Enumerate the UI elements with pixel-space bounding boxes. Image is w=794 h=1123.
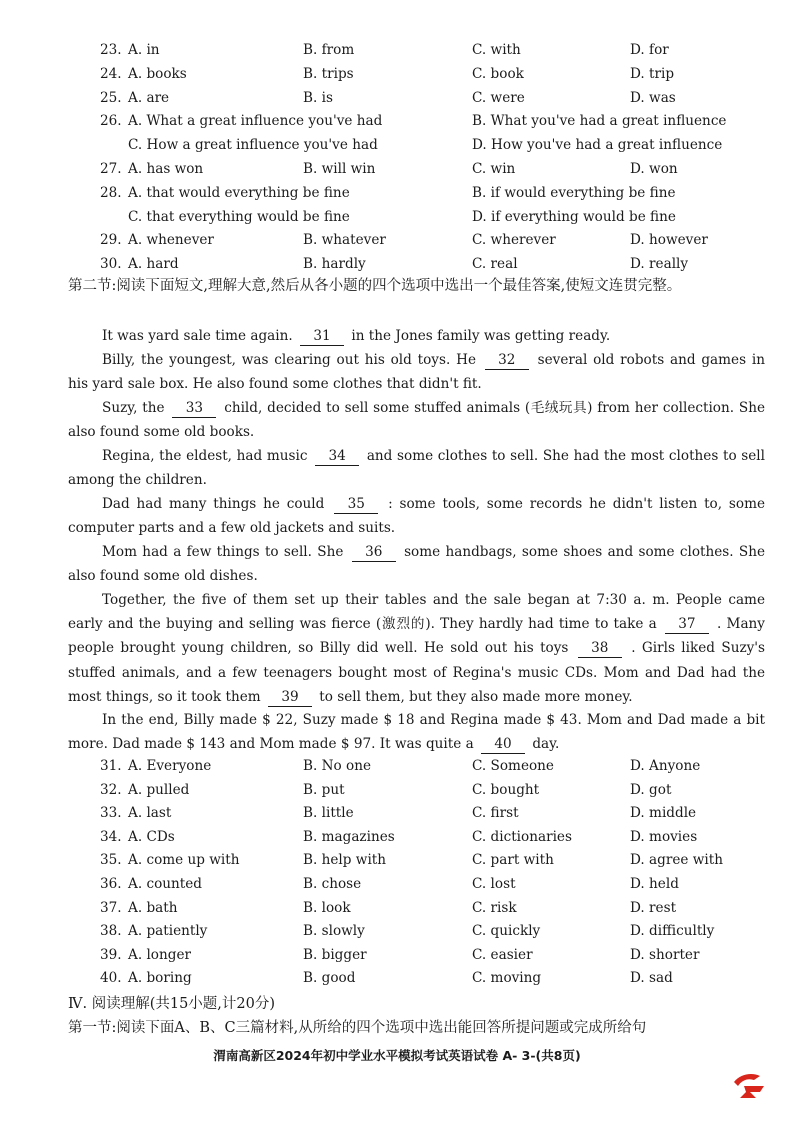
option-d: D. rest — [630, 899, 677, 916]
option-c: C. dictionaries — [472, 828, 572, 845]
option-c: C. quickly — [472, 923, 541, 940]
option-a: A. counted — [128, 876, 202, 892]
option-c: C. risk — [472, 899, 517, 916]
option-c: C. were — [472, 89, 525, 106]
option-row — [0, 205, 794, 229]
question-number: 24. — [100, 65, 122, 82]
option-row — [0, 896, 794, 920]
option-row — [0, 38, 794, 62]
option-b: B. trips — [303, 65, 354, 82]
option-c: C. with — [472, 42, 521, 58]
option-c: B. if would everything be fine — [472, 184, 676, 201]
option-c: B. What you've had a great influence — [472, 113, 727, 130]
passage-text: In the end, Billy made $ 22, Suzy made $ 18 and Regina made $ 43. Mom and Dad made a bit more. Dad made $ 143 and Mom made $ 97. It was quite a — [68, 712, 765, 753]
option-b: B. hardly — [303, 256, 366, 273]
passage-paragraph — [68, 492, 765, 540]
passage-text: Billy, the youngest, was clearing out his old toys. He — [102, 352, 476, 368]
passage-paragraph — [68, 540, 765, 588]
option-a: A. books — [128, 65, 187, 82]
page-footer: 渭南高新区2024年初中学业水平模拟考试英语试卷 A- 3-(共8页) — [213, 1048, 581, 1063]
part-4-instruction: 第一节:阅读下面A、B、C三篇材料,从所给的四个选项中选出能回答所提问题或完成所给句 — [68, 1020, 647, 1036]
option-row — [0, 966, 794, 990]
question-number: 32. — [100, 781, 122, 798]
question-number: 37. — [100, 899, 122, 916]
option-row — [0, 825, 794, 849]
question-number: 25. — [100, 89, 122, 106]
option-d: D. really — [630, 256, 689, 273]
question-number: 31. — [100, 758, 122, 774]
option-a: A. bath — [128, 899, 178, 916]
option-b: B. bigger — [303, 946, 367, 963]
passage-text: and some clothes to sell. She had the most clothes to sell among the children. — [68, 448, 766, 489]
option-b: B. will win — [303, 161, 376, 177]
option-a: A. longer — [128, 946, 191, 963]
passage-text: It was yard sale time again. — [102, 328, 293, 344]
option-a: A. in — [128, 42, 160, 58]
option-d: D. movies — [630, 828, 698, 845]
option-c: C. first — [472, 805, 519, 822]
option-a: C. How a great influence you've had — [128, 137, 378, 154]
option-row — [0, 157, 794, 181]
option-d: D. agree with — [630, 852, 723, 869]
cloze-blank: 36 — [352, 544, 396, 562]
option-c: C. win — [472, 161, 516, 177]
option-c: C. lost — [472, 876, 516, 892]
option-a: A. Everyone — [128, 758, 212, 774]
option-row — [0, 919, 794, 943]
option-b: B. is — [303, 89, 333, 106]
cloze-blank: 40 — [481, 736, 525, 754]
passage-text: Mom had a few things to sell. She — [102, 544, 344, 560]
option-a: A. are — [128, 89, 170, 106]
passage-text: . Girls liked Suzy's stuffed animals, and a few teenagers bought most of Regina's music CDs. Mom and Dad had the most things, so it took them — [68, 640, 765, 705]
passage-text: several old robots and games in his yard sale box. He also found some clothes that didn't fit. — [68, 352, 765, 393]
question-number: 30. — [100, 256, 122, 273]
option-c: C. moving — [472, 970, 542, 987]
passage-paragraph — [68, 324, 765, 348]
option-row — [0, 86, 794, 110]
option-c: C. part with — [472, 852, 554, 869]
question-number: 27. — [100, 161, 122, 177]
option-b: B. chose — [303, 876, 362, 892]
option-d: D. for — [630, 42, 669, 58]
option-row — [0, 109, 794, 133]
option-d: D. was — [630, 89, 676, 106]
cloze-blank: 31 — [300, 328, 344, 346]
option-c: D. How you've had a great influence — [472, 137, 723, 154]
option-row — [0, 62, 794, 86]
cloze-blank: 35 — [334, 496, 378, 514]
question-number: 36. — [100, 876, 122, 892]
cloze-blank: 39 — [268, 689, 312, 707]
option-row — [0, 252, 794, 276]
question-number: 38. — [100, 923, 122, 940]
option-c: C. wherever — [472, 232, 556, 249]
option-a: A. What a great influence you've had — [128, 113, 383, 130]
question-number: 40. — [100, 970, 122, 987]
option-c: C. bought — [472, 781, 540, 798]
option-a: A. whenever — [128, 232, 214, 249]
question-number: 23. — [100, 42, 122, 58]
option-a: A. boring — [128, 970, 192, 987]
option-d: D. Anyone — [630, 758, 701, 774]
cloze-blank: 34 — [315, 448, 359, 466]
option-a: A. patiently — [128, 923, 208, 940]
option-b: B. good — [303, 970, 356, 987]
option-c: C. real — [472, 256, 518, 273]
option-b: B. magazines — [303, 828, 395, 845]
passage-text: Regina, the eldest, had music — [102, 448, 308, 464]
option-a: A. last — [128, 805, 172, 822]
option-b: B. help with — [303, 852, 387, 869]
passage-paragraph — [68, 444, 765, 492]
passage-text: Suzy, the — [102, 400, 165, 416]
publisher-logo-icon — [730, 1068, 770, 1102]
question-number: 35. — [100, 852, 122, 869]
option-a: A. hard — [128, 256, 179, 273]
question-number: 33. — [100, 805, 122, 822]
passage-paragraph — [68, 708, 765, 756]
option-a: A. that would everything be fine — [128, 184, 350, 201]
cloze-blank: 32 — [485, 352, 529, 370]
option-c: C. easier — [472, 946, 533, 963]
question-number: 39. — [100, 946, 122, 963]
section-2-heading: 第二节:阅读下面短文,理解大意,然后从各小题的四个选项中选出一个最佳答案,使短文连贯完整。 — [68, 278, 682, 294]
option-row — [0, 133, 794, 157]
option-row — [0, 848, 794, 872]
option-a: A. pulled — [128, 781, 190, 798]
option-c: D. if everything would be fine — [472, 208, 676, 225]
option-a: A. come up with — [128, 852, 240, 869]
option-a: A. CDs — [128, 828, 175, 845]
cloze-blank: 38 — [578, 640, 622, 658]
cloze-blank: 37 — [665, 616, 709, 634]
option-b: B. from — [303, 42, 355, 58]
passage-text: Dad had many things he could — [102, 496, 325, 512]
question-number: 26. — [100, 113, 122, 130]
option-b: B. No one — [303, 758, 372, 774]
question-number: 29. — [100, 232, 122, 249]
option-row — [0, 801, 794, 825]
cloze-blank: 33 — [172, 400, 216, 418]
passage-text: . Many people brought young children, so Billy did well. He sold out his toys — [68, 616, 765, 657]
option-a: A. has won — [128, 161, 204, 177]
option-d: D. difficultly — [630, 923, 715, 940]
passage-text: in the Jones family was getting ready. — [351, 328, 611, 344]
passage-text: : some tools, some records he didn't listen to, some computer parts and a few old jackets and suits. — [68, 496, 766, 537]
question-number: 34. — [100, 828, 122, 845]
passage-paragraph — [68, 588, 765, 709]
option-d: D. middle — [630, 805, 697, 822]
option-a: C. that everything would be fine — [128, 208, 350, 225]
part-4-heading: Ⅳ. 阅读理解(共15小题,计20分) — [68, 996, 276, 1012]
passage-paragraph — [68, 348, 765, 396]
option-d: D. sad — [630, 970, 673, 987]
option-b: B. little — [303, 805, 354, 822]
question-number: 28. — [100, 184, 122, 201]
option-row — [0, 754, 794, 778]
option-d: D. held — [630, 876, 679, 892]
option-b: B. put — [303, 781, 345, 798]
option-c: C. book — [472, 65, 524, 82]
option-d: D. won — [630, 161, 678, 177]
option-d: D. got — [630, 781, 672, 798]
option-d: D. shorter — [630, 946, 700, 963]
option-row — [0, 181, 794, 205]
option-d: D. however — [630, 232, 708, 249]
option-d: D. trip — [630, 65, 675, 82]
option-row — [0, 228, 794, 252]
option-b: B. whatever — [303, 232, 386, 249]
passage-text: day. — [532, 736, 560, 753]
passage-paragraph — [68, 396, 765, 444]
passage-text: to sell them, but they also made more money. — [319, 688, 633, 705]
option-row — [0, 943, 794, 967]
option-row — [0, 778, 794, 802]
option-b: B. look — [303, 899, 351, 916]
passage-text: some handbags, some shoes and some clothes. She also found some old dishes. — [68, 544, 766, 585]
passage-text: child, decided to sell some stuffed animals (毛绒玩具) from her collection. She also found some old books. — [68, 400, 766, 441]
option-row — [0, 872, 794, 896]
passage-text: Together, the five of them set up their tables and the sale began at 7:30 a. m. People came early and the buying and selling was fierce (激烈的). They hardly had time to take a — [68, 592, 765, 633]
option-b: B. slowly — [303, 923, 365, 940]
option-c: C. Someone — [472, 758, 554, 774]
